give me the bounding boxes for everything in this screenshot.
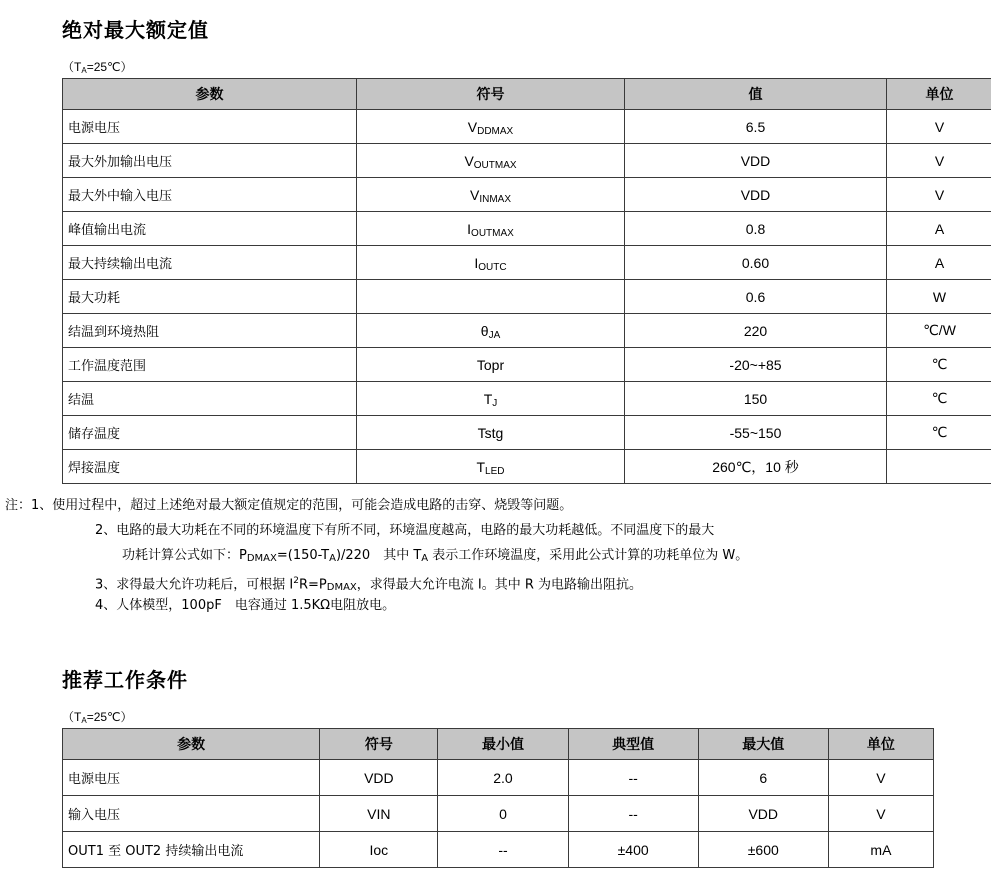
cell-min: --	[438, 832, 568, 868]
note-2-formula: 功耗计算公式如下：$P_{DMAX}=(150-T_A)/220$ 其中 $T_A$ 表示工作环境温度，采用此公式计算的功耗单位为 W。	[122, 548, 749, 564]
cell-unit: ℃/W	[887, 314, 991, 348]
cell-unit: ℃	[887, 382, 991, 416]
symbol-main: I	[467, 220, 472, 237]
cell-param: OUT1 至 OUT2 持续输出电流	[63, 832, 320, 868]
cell-unit: ℃	[887, 416, 991, 450]
cell-value: 0.60	[625, 246, 887, 280]
cell-max: ±600	[698, 832, 828, 868]
cell-symbol	[357, 348, 625, 382]
cell-unit: V	[887, 110, 991, 144]
header-param: 参数	[63, 79, 357, 110]
symbol-subscript: J	[492, 397, 498, 409]
table-row	[63, 760, 934, 796]
cell-param: 结温	[63, 382, 357, 416]
symbol-main: Tstg	[477, 424, 504, 441]
table-row	[63, 246, 991, 280]
cell-param: 输入电压	[63, 796, 320, 832]
cell-param: 最大外中输入电压	[63, 178, 357, 212]
cell-param: 结温到环境热阻	[63, 314, 357, 348]
cell-symbol	[357, 382, 625, 416]
symbol-subscript: DDMAX	[477, 125, 514, 137]
cell-param: 最大外加输出电压	[63, 144, 357, 178]
table-row	[63, 450, 991, 484]
note-2: 2、电路的最大功耗在不同的环境温度下有所不同，环境温度越高，电路的最大功耗越低。不同温度下的最大	[95, 523, 715, 538]
cell-typ: --	[568, 796, 698, 832]
cell-min: 2.0	[438, 760, 568, 796]
table-row	[63, 212, 991, 246]
cell-param: 最大持续输出电流	[63, 246, 357, 280]
cell-value: 220	[625, 314, 887, 348]
cell-symbol	[357, 314, 625, 348]
section-title-recommended: 推荐工作条件	[62, 668, 188, 692]
cell-sym: VIN	[320, 796, 438, 832]
symbol-main: V	[464, 152, 474, 169]
cell-unit: mA	[828, 832, 933, 868]
cell-min: 0	[438, 796, 568, 832]
table-header-row	[63, 729, 934, 760]
cell-unit: V	[887, 144, 991, 178]
note-3: 3、求得最大允许功耗后，可根据 $I^2R=P_{DMAX}$，求得最大允许电流 I。其中 R 为电路输出阻抗。	[95, 576, 643, 594]
header-param: 参数	[63, 729, 320, 760]
cell-symbol	[357, 416, 625, 450]
symbol-subscript: JA	[488, 329, 501, 341]
table-row	[63, 382, 991, 416]
header-typ: 典型值	[568, 729, 698, 760]
cell-symbol	[357, 144, 625, 178]
cell-symbol	[357, 110, 625, 144]
header-unit: 单位	[887, 79, 991, 110]
header-value: 值	[625, 79, 887, 110]
cell-unit: A	[887, 246, 991, 280]
cell-param: 储存温度	[63, 416, 357, 450]
symbol-subscript: OUTMAX	[473, 159, 517, 171]
symbol-main: T	[476, 458, 486, 475]
cell-typ: --	[568, 760, 698, 796]
recommended-conditions-table	[62, 728, 934, 868]
cell-sym: Ioc	[320, 832, 438, 868]
table-row	[63, 832, 934, 868]
cell-unit: V	[828, 760, 933, 796]
cell-unit: W	[887, 280, 991, 314]
cell-param: 焊接温度	[63, 450, 357, 484]
table-header-row	[63, 79, 991, 110]
condition-label: $(T_A=25℃)$	[62, 60, 133, 75]
absolute-max-table	[62, 78, 991, 484]
table-row	[63, 796, 934, 832]
cell-param: 最大功耗	[63, 280, 357, 314]
cell-value: 260℃，10 秒	[625, 450, 887, 484]
cell-sym: VDD	[320, 760, 438, 796]
symbol-subscript: OUTMAX	[471, 227, 514, 239]
symbol-main: T	[483, 390, 493, 407]
section-title-absolute-max: 绝对最大额定值	[62, 18, 209, 42]
cell-unit	[887, 450, 991, 484]
cell-param: 峰值输出电流	[63, 212, 357, 246]
cell-param: 电源电压	[63, 760, 320, 796]
cell-param: 工作温度范围	[63, 348, 357, 382]
cell-value: -55~150	[625, 416, 887, 450]
cell-value: 0.8	[625, 212, 887, 246]
header-symbol: 符号	[357, 79, 625, 110]
symbol-main: V	[467, 118, 478, 135]
table-row	[63, 280, 991, 314]
cell-symbol	[357, 450, 625, 484]
cell-typ: ±400	[568, 832, 698, 868]
cell-unit: A	[887, 212, 991, 246]
cell-symbol	[357, 178, 625, 212]
symbol-subscript: LED	[485, 465, 505, 477]
cell-symbol	[357, 212, 625, 246]
header-unit: 单位	[828, 729, 933, 760]
symbol-main: θ	[480, 322, 489, 339]
table-row	[63, 144, 991, 178]
note-1: 注：1、使用过程中，超过上述绝对最大额定值规定的范围，可能会造成电路的击穿、烧毁等问题。	[5, 498, 573, 513]
symbol-subscript: INMAX	[479, 193, 511, 205]
cell-value: 0.6	[625, 280, 887, 314]
table-row	[63, 416, 991, 450]
cell-value: VDD	[625, 144, 887, 178]
cell-unit: ℃	[887, 348, 991, 382]
header-min: 最小值	[438, 729, 568, 760]
header-symbol: 符号	[320, 729, 438, 760]
cell-value: 150	[625, 382, 887, 416]
cell-max: VDD	[698, 796, 828, 832]
symbol-main: I	[474, 254, 479, 271]
cell-max: 6	[698, 760, 828, 796]
note-4: 4、人体模型，100pF 电容通过 1.5KΩ电阻放电。	[95, 598, 396, 613]
table-row	[63, 314, 991, 348]
cell-value: VDD	[625, 178, 887, 212]
table-row	[63, 348, 991, 382]
table-row	[63, 178, 991, 212]
header-max: 最大值	[698, 729, 828, 760]
symbol-main: Topr	[476, 356, 505, 373]
cell-symbol	[357, 246, 625, 280]
cell-param: 电源电压	[63, 110, 357, 144]
cell-symbol	[357, 280, 625, 314]
symbol-subscript: OUTC	[478, 261, 507, 273]
cell-value: -20~+85	[625, 348, 887, 382]
cell-value: 6.5	[625, 110, 887, 144]
cell-unit: V	[887, 178, 991, 212]
symbol-main: V	[469, 186, 480, 203]
cell-unit: V	[828, 796, 933, 832]
condition-label-2: $(T_A=25℃)$	[62, 710, 133, 725]
table-row	[63, 110, 991, 144]
